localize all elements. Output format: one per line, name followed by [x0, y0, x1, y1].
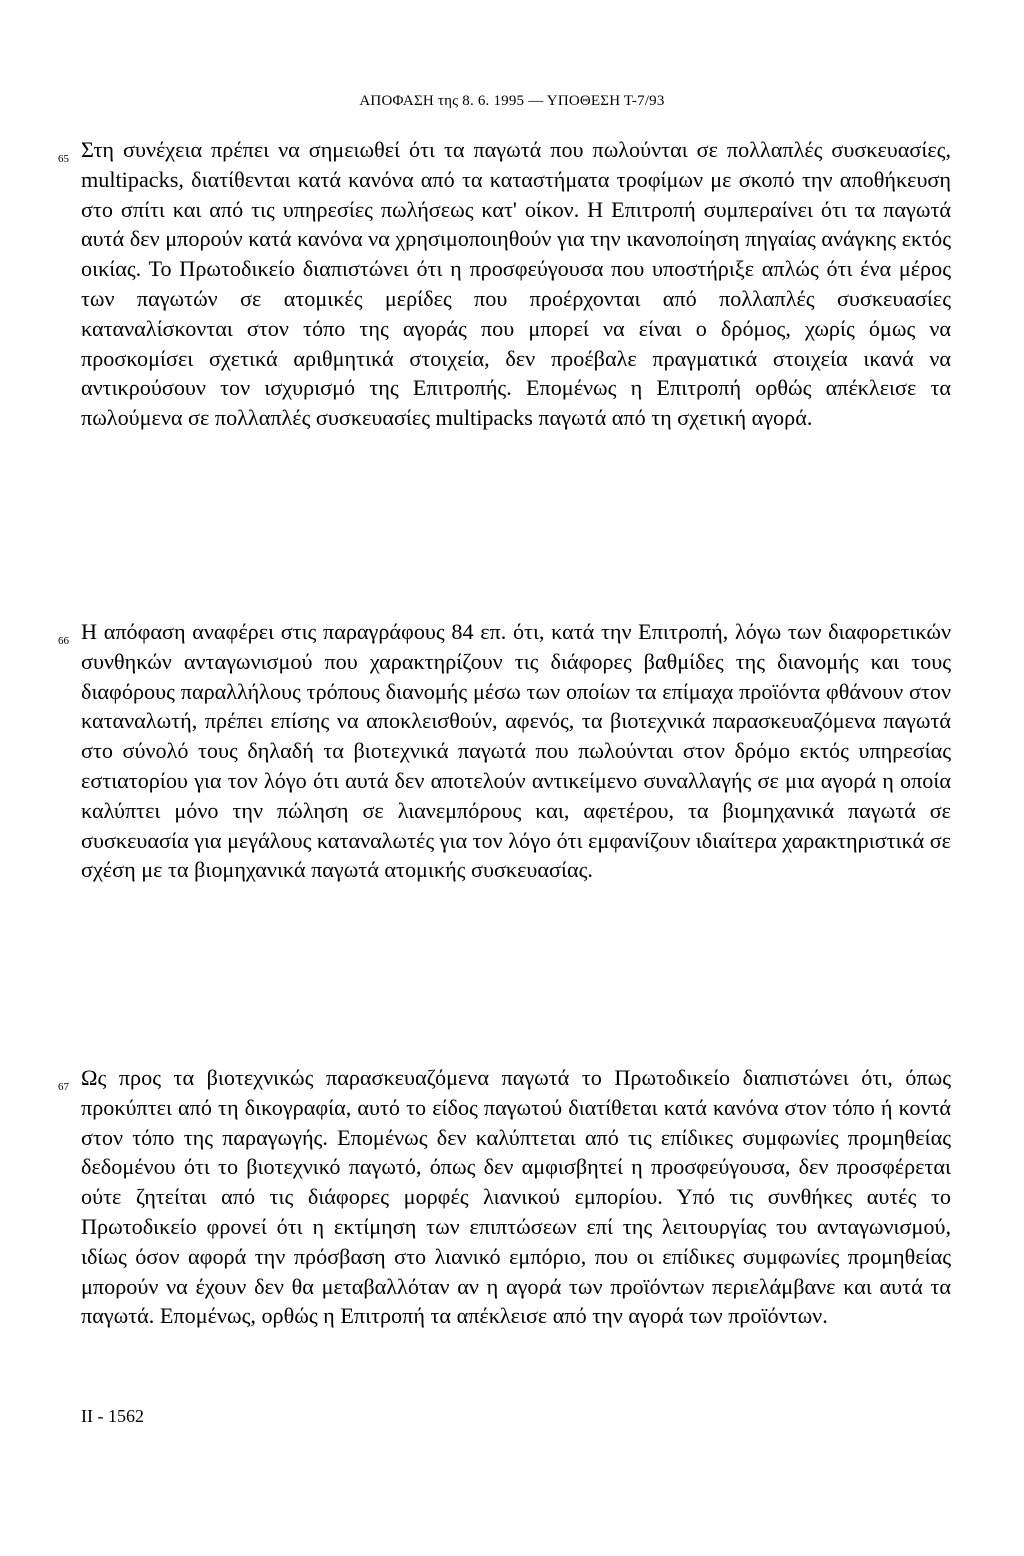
paragraph-text: Η απόφαση αναφέρει στις παραγράφους 84 επ. ότι, κατά την Επιτροπή, λόγω των διαφορετικών συνθηκών ανταγωνισμού που χαρακτηρίζουν τις διάφορες βαθμίδες της διανομής και τους διαφόρους παραλλήλους τρόπους διανομής μέσω των οποίων τα επίμαχα προϊόντα φθάνουν στον καταναλωτή, πρέπει επίσης να αποκλεισθούν, αφενός, τα βιοτεχνικά παρασκευαζόμενα παγωτά στο σύνολό τους δηλαδή τα βιοτεχνικά παγωτά που πωλούνται στον δρόμο εκτός υπηρεσίας εστιατορίου για τον λόγο ότι αυτά δεν αποτελούν αντικείμενο συναλλαγής σε μια αγορά η οποία καλύπτει μόνο την πώληση σε λιανεμπόρους και, αφετέρου, τα βιομηχανικά παγωτά σε συσκευασία για μεγάλους καταναλωτές για τον λόγο ότι εμφανίζουν ιδιαίτερα χαρακτηριστικά σε σχέση με τα βιομηχανικά παγωτά ατομικής συσκευασίας. — [81, 619, 951, 883]
paragraph-number: 65 — [58, 153, 69, 165]
paragraph-number: 66 — [58, 635, 69, 647]
paragraph-text: Ως προς τα βιοτεχνικώς παρασκευαζόμενα παγωτά το Πρωτοδικείο διαπιστώνει ότι, όπως προκύπτει από τη δικογραφία, αυτό το είδος παγωτού διατίθεται κατά κανόνα στον τόπο ή κοντά στον τόπο της παραγωγής. Επομένως δεν καλύπτεται από τις επίδικες συμφωνίες προμηθείας δεδομένου ότι το βιοτεχνικό παγωτό, όπως δεν αμφισβητεί η προσφεύγουσα, δεν προσφέρεται ούτε ζητείται από τις διάφορες μορφές λιανικού εμπορίου. Υπό τις συνθήκες αυτές το Πρωτοδικείο φρονεί ότι η εκτίμηση των επιπτώσεων επί της λειτουργίας του ανταγωνισμού, ιδίως όσον αφορά την πρόσβαση στο λιανικό εμπόριο, που οι επίδικες συμφωνίες προμηθείας μπορούν να έχουν δεν θα μεταβαλλόταν αν η αγορά των προϊόντων περιελάμβανε και αυτά τα παγωτά. Επομένως, ορθώς η Επιτροπή τα απέκλεισε από την αγορά των προϊόντων. — [81, 1065, 951, 1329]
running-header: ΑΠΟΦΑΣΗ της 8. 6. 1995 — ΥΠΟΘΕΣΗ Τ-7/93 — [359, 93, 665, 109]
paragraph-text: Στη συνέχεια πρέπει να σημειωθεί ότι τα παγωτά που πωλούνται σε πολλαπλές συσκευασίες, multipacks, διατίθενται κατά κανόνα από τα καταστήματα τροφίμων με σκοπό την αποθήκευση στο σπίτι και από τις υπηρεσίες πωλήσεως κατ' οίκον. Η Επιτροπή συμπεραίνει ότι τα παγωτά αυτά δεν μπορούν κατά κανόνα να χρησιμοποιηθούν για την ικανοποίηση πηγαίας ανάγκης εκτός οικίας. Το Πρωτοδικείο διαπιστώνει ότι η προσφεύγουσα που υποστήριξε απλώς ότι ένα μέρος των παγωτών σε ατομικές μερίδες που προέρχονται από πολλαπλές συσκευασίες καταναλίσκονται στον τόπο της αγοράς που μπορεί να είναι ο δρόμος, χωρίς όμως να προσκομίσει σχετικά αριθμητικά στοιχεία, δεν προέβαλε πραγματικά στοιχεία ικανά να αντικρούσουν τον ισχυρισμό της Επιτροπής. Επομένως η Επιτροπή ορθώς απέκλεισε τα πωλούμενα σε πολλαπλές συσκευασίες multipacks παγωτά από τη σχετική αγορά. — [81, 137, 951, 431]
page-number: II - 1562 — [81, 1406, 144, 1426]
paragraph-number: 67 — [58, 1081, 69, 1093]
